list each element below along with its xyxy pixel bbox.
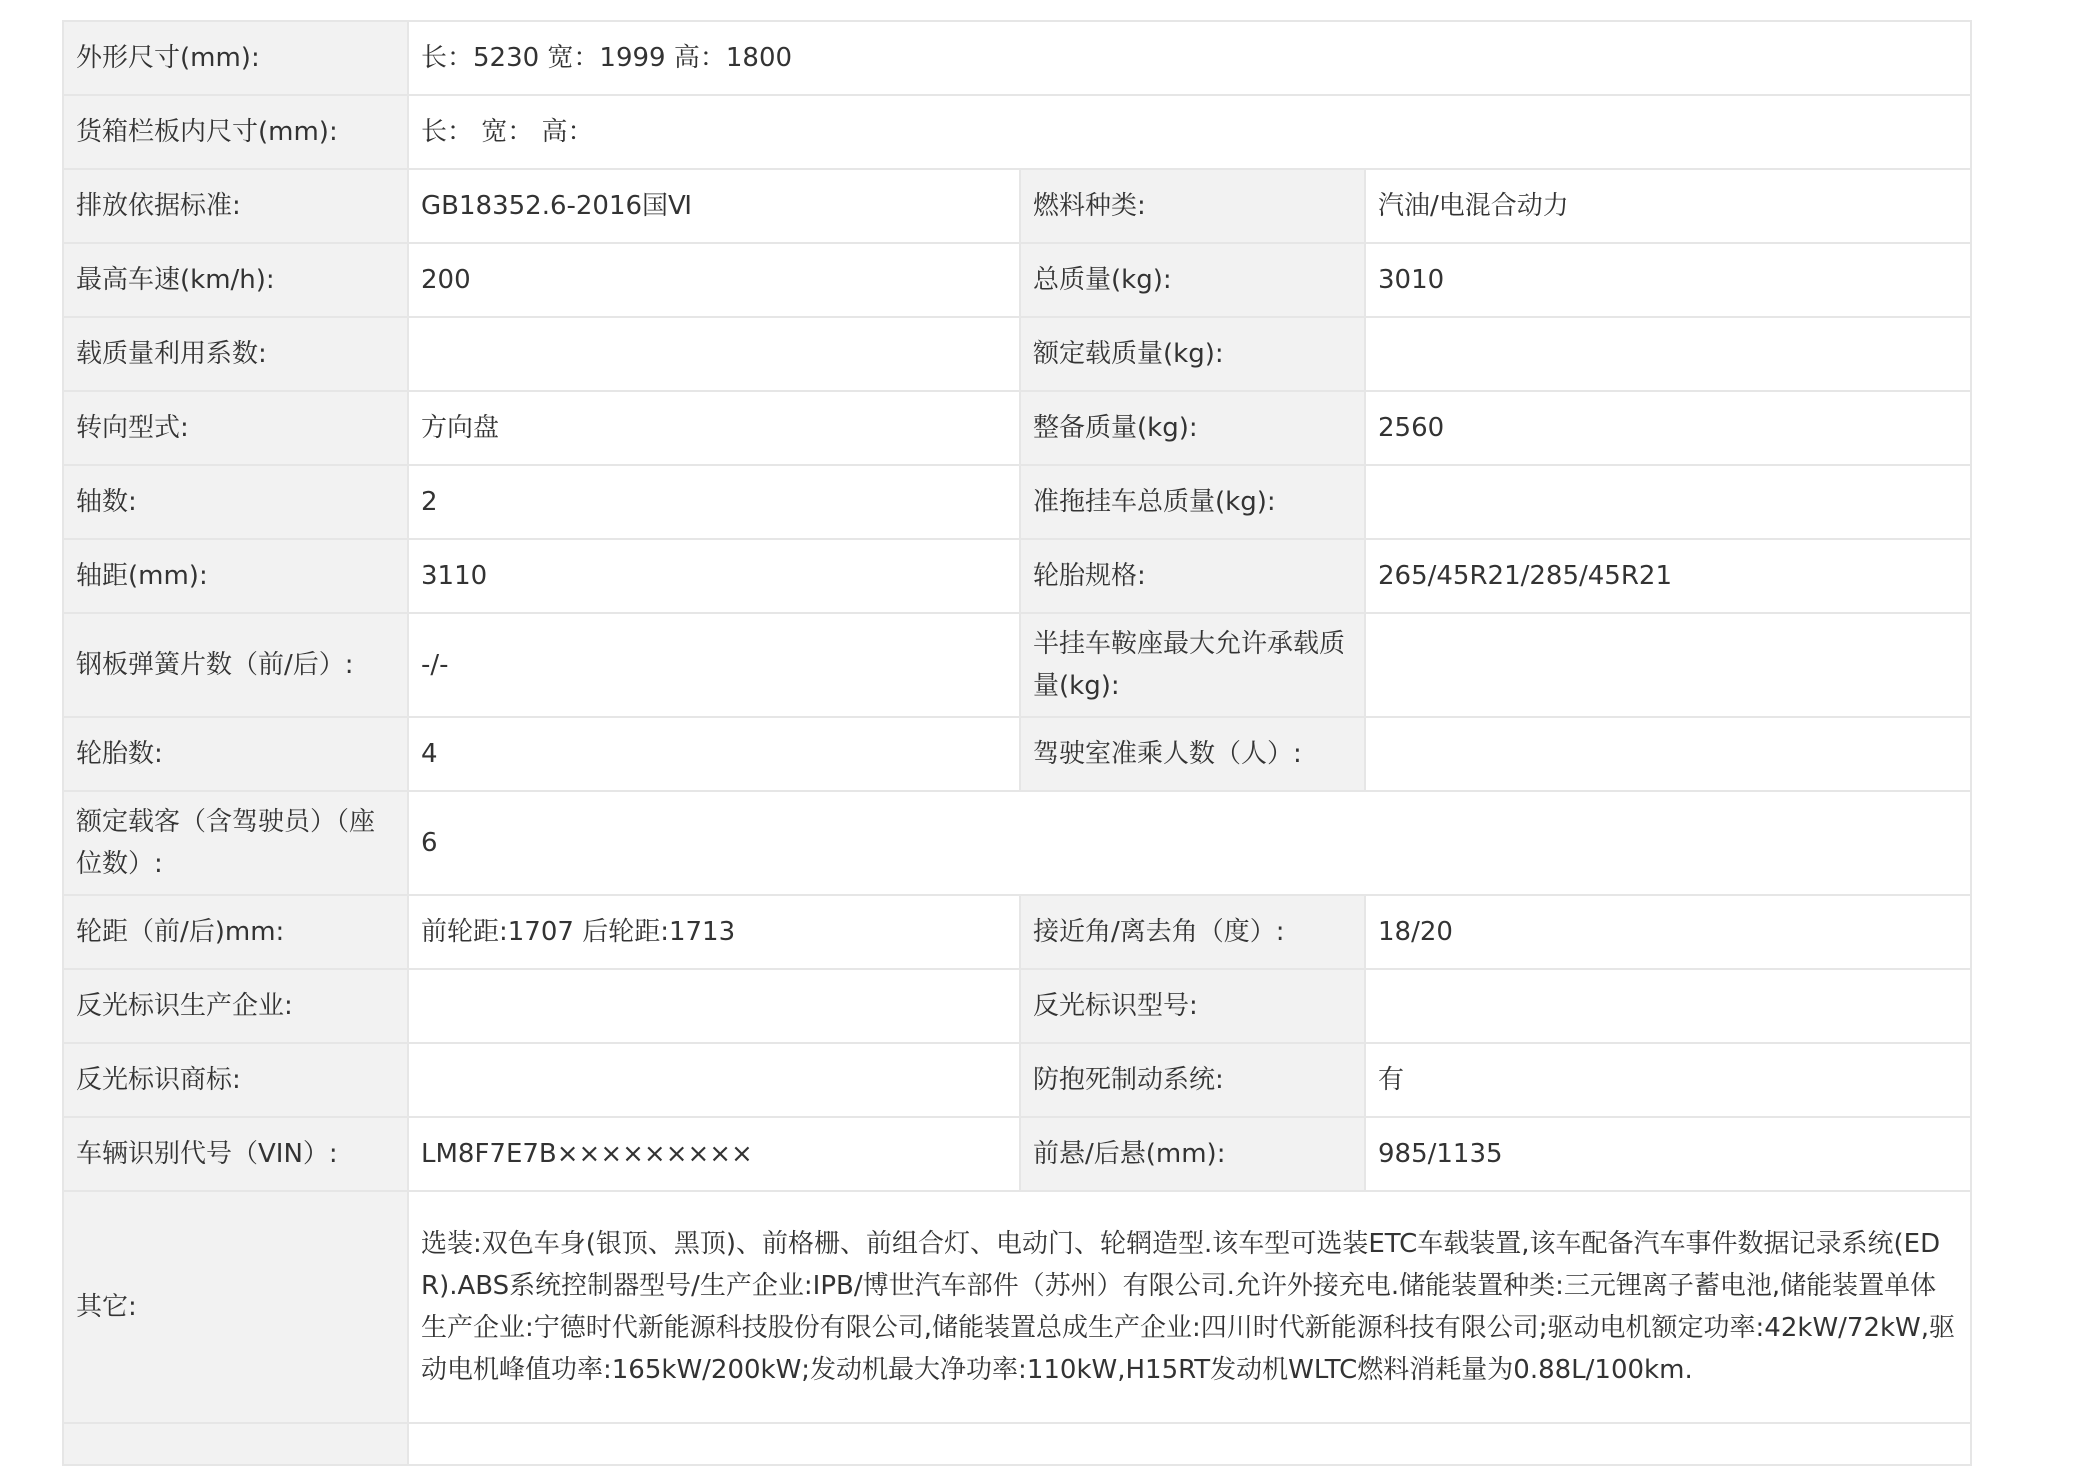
row-other [63,1191,1971,1423]
label-vin: 车辆识别代号（VIN）: [63,1117,408,1191]
row-leaf-springs-saddle [63,613,1971,717]
value-reflector-model [1365,969,1971,1043]
value-track-width: 前轮距:1707 后轮距:1713 [408,895,1020,969]
value-reflector-maker [408,969,1020,1043]
label-abs: 防抱死制动系统: [1020,1043,1365,1117]
label-overhang: 前悬/后悬(mm): [1020,1117,1365,1191]
value-overhang: 985/1135 [1365,1117,1971,1191]
row-load-coefficient [63,317,1971,391]
value-cargo-box-dimensions: 长： 宽： 高： [408,95,1971,169]
row-cargo-box-dimensions [63,95,1971,169]
value-leaf-springs: -/- [408,613,1020,717]
label-cargo-box-dimensions: 货箱栏板内尺寸(mm): [63,95,408,169]
label-reflector-model: 反光标识型号: [1020,969,1365,1043]
vehicle-spec-table [62,20,1972,1466]
row-tire-count-cab [63,717,1971,791]
label-reflector-brand: 反光标识商标: [63,1043,408,1117]
row-dimensions [63,21,1971,95]
label-axle-count: 轴数: [63,465,408,539]
label-steering-type: 转向型式: [63,391,408,465]
label-tire-count: 轮胎数: [63,717,408,791]
label-reflector-maker: 反光标识生产企业: [63,969,408,1043]
label-dimensions: 外形尺寸(mm): [63,21,408,95]
value-next-partial [408,1423,1971,1465]
value-approach-departure-angle: 18/20 [1365,895,1971,969]
value-load-coefficient [408,317,1020,391]
label-rated-load: 额定载质量(kg): [1020,317,1365,391]
row-emission-fuel [63,169,1971,243]
value-reflector-brand [408,1043,1020,1117]
row-speed-mass [63,243,1971,317]
value-curb-mass: 2560 [1365,391,1971,465]
label-approach-departure-angle: 接近角/离去角（度）: [1020,895,1365,969]
value-saddle-load [1365,613,1971,717]
row-reflector-maker-model [63,969,1971,1043]
row-next-partial [63,1423,1971,1465]
label-wheelbase: 轴距(mm): [63,539,408,613]
label-rated-passengers: 额定载客（含驾驶员）（座位数）: [63,791,408,895]
row-vin-overhang [63,1117,1971,1191]
value-wheelbase: 3110 [408,539,1020,613]
value-fuel-type: 汽油/电混合动力 [1365,169,1971,243]
value-vin: LM8F7E7B××××××××× [408,1117,1020,1191]
label-next-partial [63,1423,408,1465]
label-cab-occupants: 驾驶室准乘人数（人）: [1020,717,1365,791]
value-rated-passengers: 6 [408,791,1971,895]
row-wheelbase-tires [63,539,1971,613]
value-rated-load [1365,317,1971,391]
value-steering-type: 方向盘 [408,391,1020,465]
row-reflector-brand-abs [63,1043,1971,1117]
value-tire-count: 4 [408,717,1020,791]
value-abs: 有 [1365,1043,1971,1117]
value-axle-count: 2 [408,465,1020,539]
label-total-mass: 总质量(kg): [1020,243,1365,317]
value-dimensions: 长：5230 宽：1999 高：1800 [408,21,1971,95]
label-fuel-type: 燃料种类: [1020,169,1365,243]
label-emission-standard: 排放依据标准: [63,169,408,243]
label-track-width: 轮距（前/后)mm: [63,895,408,969]
value-cab-occupants [1365,717,1971,791]
label-other: 其它: [63,1191,408,1423]
label-max-speed: 最高车速(km/h): [63,243,408,317]
label-curb-mass: 整备质量(kg): [1020,391,1365,465]
label-trailer-mass: 准拖挂车总质量(kg): [1020,465,1365,539]
label-saddle-load: 半挂车鞍座最大允许承载质量(kg): [1020,613,1365,717]
label-leaf-springs: 钢板弹簧片数（前/后）: [63,613,408,717]
row-track-angles [63,895,1971,969]
row-steering-curb [63,391,1971,465]
value-emission-standard: GB18352.6-2016国Ⅵ [408,169,1020,243]
row-rated-passengers [63,791,1971,895]
value-other: 选装:双色车身(银顶、黑顶)、前格栅、前组合灯、电动门、轮辋造型.该车型可选装ETC车载装置,该车配备汽车事件数据记录系统(EDR).ABS系统控制器型号/生产企业:IPB/博世汽车部件（苏州）有限公司.允许外接充电.储能装置种类:三元锂离子蓄电池,储能装置单体生产企业:宁德时代新能源科技股份有限公司,储能装置总成生产企业:四川时代新能源科技有限公司;驱动电机额定功率:42kW/72kW,驱动电机峰值功率:165kW/200kW;发动机最大净功率:110kW,H15RT发动机WLTC燃料消耗量为0.88L/100km. [408,1191,1971,1423]
value-tire-spec: 265/45R21/285/45R21 [1365,539,1971,613]
value-max-speed: 200 [408,243,1020,317]
value-total-mass: 3010 [1365,243,1971,317]
row-axles-trailer [63,465,1971,539]
value-trailer-mass [1365,465,1971,539]
label-load-coefficient: 载质量利用系数: [63,317,408,391]
label-tire-spec: 轮胎规格: [1020,539,1365,613]
